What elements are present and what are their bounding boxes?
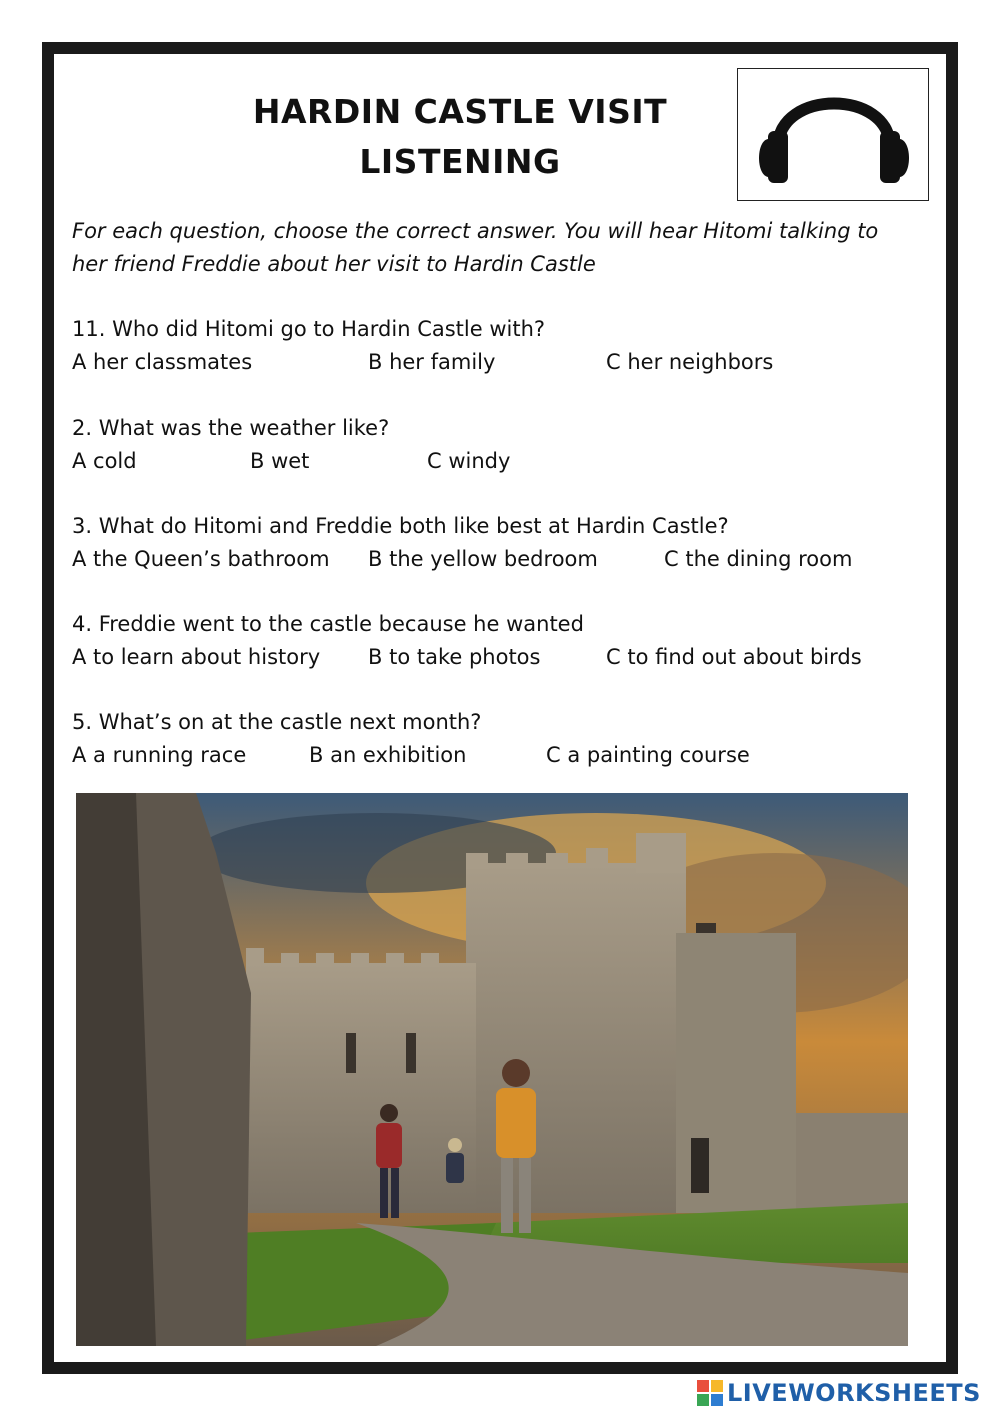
q5-option-c[interactable]: C a painting course <box>546 743 750 767</box>
worksheet-subtitle: LISTENING <box>359 142 561 181</box>
headphones-box <box>737 68 929 201</box>
instructions-line-2: her friend Freddie about her visit to Hardin Castle <box>72 252 596 276</box>
q5-option-a[interactable]: A a running race <box>72 743 247 767</box>
q3-option-a[interactable]: A the Queen’s bathroom <box>72 547 330 571</box>
liveworksheets-brand[interactable] <box>697 1378 981 1408</box>
liveworksheets-logo-icon <box>697 1380 723 1406</box>
castle-photo <box>76 793 908 1346</box>
q4-option-b[interactable]: B to take photos <box>368 645 541 669</box>
q3-option-c[interactable]: C the dining room <box>664 547 853 571</box>
question-3: 3. What do Hitomi and Freddie both like best at Hardin Castle? <box>72 514 729 538</box>
q2-option-a[interactable]: A cold <box>72 449 137 473</box>
instructions-line-1: For each question, choose the correct answer. You will hear Hitomi talking to <box>72 219 879 243</box>
q3-option-b[interactable]: B the yellow bedroom <box>368 547 598 571</box>
q1-option-a[interactable]: A her classmates <box>72 350 253 374</box>
q2-option-c[interactable]: C windy <box>427 449 511 473</box>
question-1: 11. Who did Hitomi go to Hardin Castle with? <box>72 317 546 341</box>
headphones-icon <box>738 69 930 202</box>
brand-name: LIVEWORKSHEETS <box>727 1379 981 1407</box>
q2-option-b[interactable]: B wet <box>250 449 310 473</box>
q5-option-b[interactable]: B an exhibition <box>309 743 467 767</box>
q4-option-a[interactable]: A to learn about history <box>72 645 321 669</box>
question-5: 5. What’s on at the castle next month? <box>72 710 482 734</box>
question-4: 4. Freddie went to the castle because he wanted <box>72 612 584 636</box>
q4-option-c[interactable]: C to find out about birds <box>606 645 862 669</box>
question-2: 2. What was the weather like? <box>72 416 390 440</box>
q1-option-b[interactable]: B her family <box>368 350 496 374</box>
q1-option-c[interactable]: C her neighbors <box>606 350 774 374</box>
worksheet-title: HARDIN CASTLE VISIT <box>252 92 668 131</box>
